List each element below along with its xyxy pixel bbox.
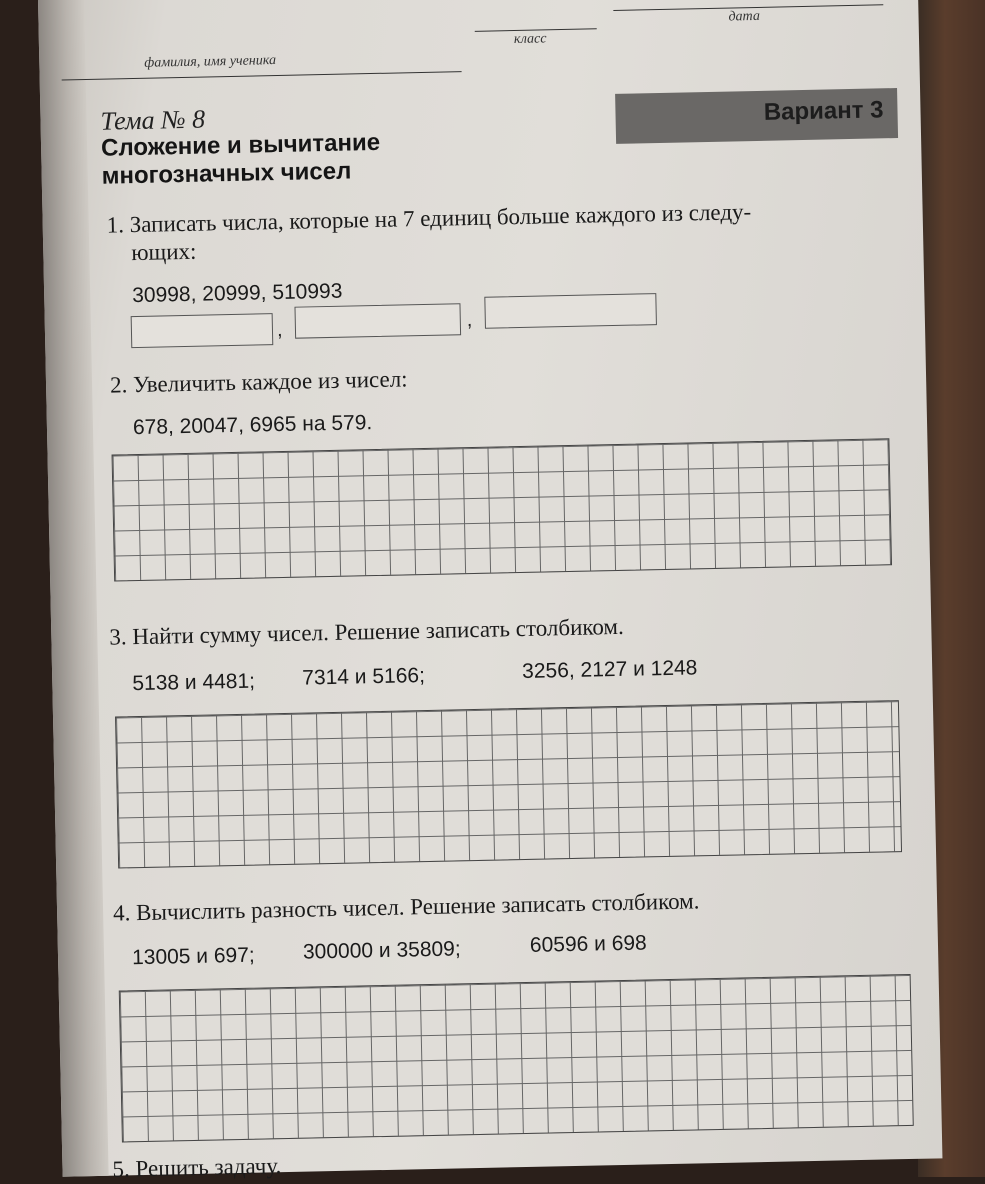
- task-4-solution-grid[interactable]: [119, 974, 914, 1143]
- task-3-pair-3: 3256, 2127 и 1248: [521, 656, 698, 684]
- task-1-comma-1: ,: [276, 318, 283, 342]
- task-1-answer-box-2[interactable]: [294, 303, 461, 338]
- book-spine: [38, 0, 109, 1177]
- task-2-text: 2. Увеличить каждое из чисел:: [109, 366, 408, 398]
- task-1-text-cont: ющих:: [131, 238, 197, 266]
- task-3-text: 3. Найти сумму чисел. Решение записать столбиком.: [109, 613, 624, 650]
- date-caption: дата: [728, 8, 761, 25]
- task-4-text: 4. Вычислить разность чисел. Решение записать столбиком.: [112, 888, 700, 926]
- task-1-comma-2: ,: [466, 308, 473, 332]
- task-3-pair-1: 5138 и 4481;: [132, 669, 256, 696]
- task-4-pair-1: 13005 и 697;: [131, 943, 255, 970]
- task-1-text: 1. Записать числа, которые на 7 единиц больше каждого из следу-: [106, 199, 752, 238]
- variant-banner: [615, 88, 898, 144]
- topic-number: Тема № 8: [100, 104, 206, 136]
- task-4-pair-3: 60596 и 698: [529, 931, 647, 957]
- topic-title: Сложение и вычитание многозначных чисел: [100, 128, 381, 190]
- task-2-solution-grid[interactable]: [112, 438, 892, 581]
- task-1-answer-box-1[interactable]: [131, 313, 274, 348]
- task-4-pair-2: 300000 и 35809;: [302, 937, 461, 964]
- class-caption: класс: [513, 31, 547, 48]
- student-name-line: [62, 71, 462, 80]
- task-1-numbers: 30998, 20999, 510993: [131, 279, 343, 308]
- worksheet-page: [38, 0, 942, 1182]
- task-1-answer-box-3[interactable]: [484, 293, 657, 329]
- task-5-text: 5. Решить задачу.: [112, 1153, 282, 1182]
- task-2-numbers: 678, 20047, 6965 на 579.: [132, 411, 373, 440]
- task-3-solution-grid[interactable]: [115, 700, 902, 868]
- student-name-caption: фамилия, имя ученика: [144, 53, 277, 71]
- variant-label: Вариант 3: [763, 96, 884, 126]
- task-3-pair-2: 7314 и 5166;: [302, 664, 426, 690]
